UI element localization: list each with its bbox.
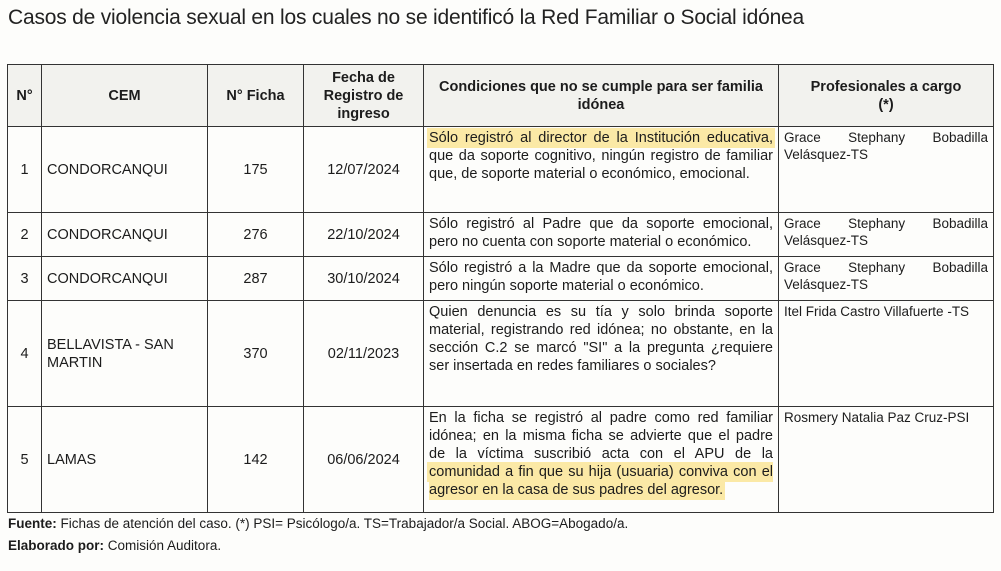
header-condiciones: Condiciones que no se cumple para ser familia idónea	[424, 65, 779, 127]
table-row	[8, 257, 994, 301]
cell-n: 2	[8, 213, 42, 257]
table-row	[8, 127, 994, 213]
cell-n: 4	[8, 301, 42, 407]
header-profesionales-label: Profesionales a cargo	[810, 78, 962, 95]
cell-condiciones: Quien denuncia es su tía y solo brinda soporte material, registrando red idónea; no obstante, en la sección C.2 se marcó "SI" a la pregunta ¿requiere ser insertada en redes familiares o sociales?	[424, 301, 779, 407]
cell-condiciones	[424, 127, 779, 213]
condition-text: que da soporte cognitivo, ningún registro de familiar que, de soporte material o económico, emocional.	[429, 148, 773, 182]
cell-cem: CONDORCANQUI	[42, 127, 208, 213]
cell-condiciones	[424, 407, 779, 513]
cell-fecha: 30/10/2024	[304, 257, 424, 301]
cell-condiciones: Sólo registró a la Madre que da soporte emocional, pero ningún soporte material o económico.	[424, 257, 779, 301]
cell-n: 1	[8, 127, 42, 213]
page-title: Casos de violencia sexual en los cuales no se identificó la Red Familiar o Social idónea	[8, 6, 805, 29]
prepared-by-note	[8, 538, 221, 553]
source-note	[8, 516, 628, 531]
table-row	[8, 301, 994, 407]
cell-fecha: 12/07/2024	[304, 127, 424, 213]
header-cem: CEM	[42, 65, 208, 127]
source-text: Fichas de atención del caso. (*) PSI= Psicólogo/a. TS=Trabajador/a Social. ABOG=Abogado/a.	[56, 516, 629, 531]
cell-fecha: 06/06/2024	[304, 407, 424, 513]
cell-profesional: Grace Stephany Bobadilla Velásquez-TS	[779, 127, 994, 213]
cell-n: 5	[8, 407, 42, 513]
table-row	[8, 407, 994, 513]
header-ficha: N° Ficha	[208, 65, 304, 127]
cell-profesional: Rosmery Natalia Paz Cruz-PSI	[779, 407, 994, 513]
cell-ficha: 175	[208, 127, 304, 213]
highlighted-text: comunidad a fin que su hija (usuaria) conviva con el agresor en la casa de sus padres del agresor.	[429, 464, 773, 498]
header-fecha: Fecha de Registro de ingreso	[304, 65, 424, 127]
table-row	[8, 213, 994, 257]
cell-profesional: Grace Stephany Bobadilla Velásquez-TS	[779, 257, 994, 301]
highlighted-text: Sólo registró al director de la Institución educativa,	[429, 130, 773, 146]
cell-cem: CONDORCANQUI	[42, 213, 208, 257]
prepared-by-text: Comisión Auditora.	[104, 538, 222, 553]
header-profesionales	[779, 65, 994, 127]
table-header-row	[8, 65, 994, 127]
header-n: N°	[8, 65, 42, 127]
condition-text: En la ficha se registró al padre como red familiar idónea; en la misma ficha se advierte que el padre de la víctima suscribió acta con el APU de la	[429, 410, 773, 462]
cell-condiciones: Sólo registró al Padre que da soporte emocional, pero no cuenta con soporte material o económico.	[424, 213, 779, 257]
prepared-by-label: Elaborado por:	[8, 538, 105, 553]
cell-fecha: 22/10/2024	[304, 213, 424, 257]
cell-profesional: Itel Frida Castro Villafuerte -TS	[779, 301, 994, 407]
cell-ficha: 370	[208, 301, 304, 407]
cell-cem: CONDORCANQUI	[42, 257, 208, 301]
cell-ficha: 287	[208, 257, 304, 301]
header-profesionales-note: (*)	[878, 96, 894, 113]
cell-cem: BELLAVISTA - SAN MARTIN	[42, 301, 208, 407]
cell-ficha: 142	[208, 407, 304, 513]
cell-fecha: 02/11/2023	[304, 301, 424, 407]
cell-n: 3	[8, 257, 42, 301]
cell-profesional: Grace Stephany Bobadilla Velásquez-TS	[779, 213, 994, 257]
source-label: Fuente:	[8, 516, 57, 531]
cases-table	[7, 64, 994, 513]
cell-cem: LAMAS	[42, 407, 208, 513]
cell-ficha: 276	[208, 213, 304, 257]
